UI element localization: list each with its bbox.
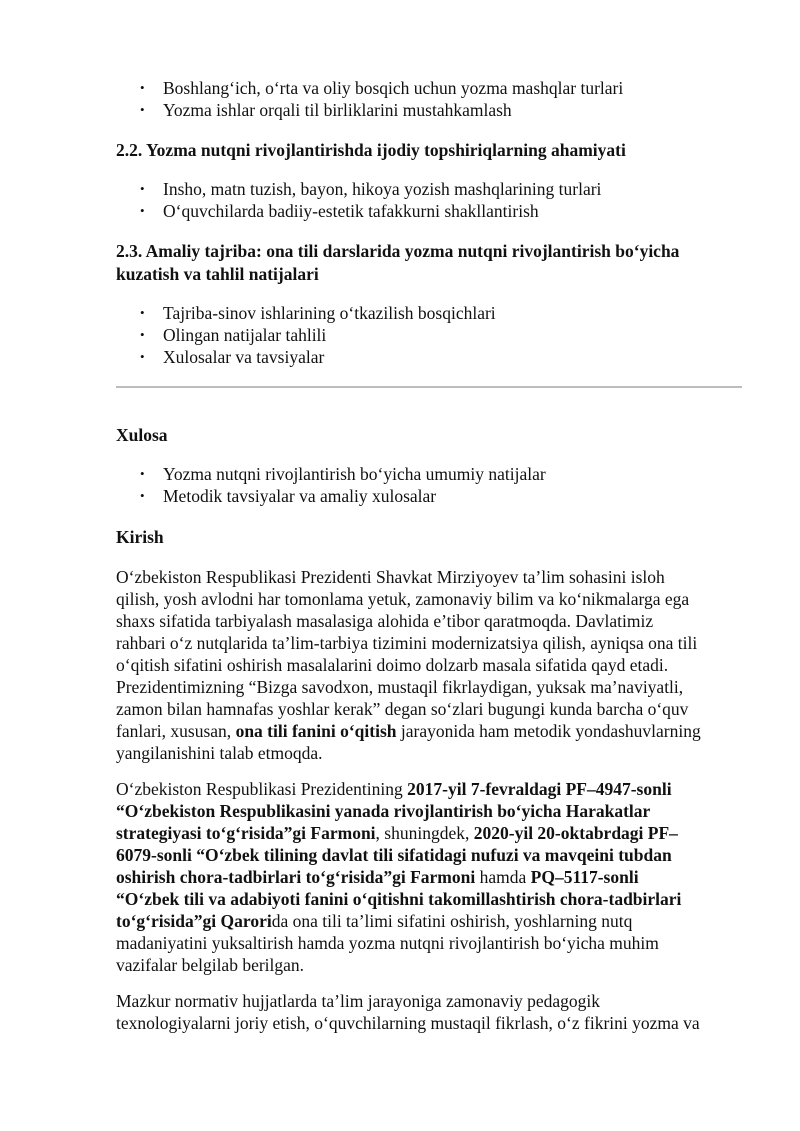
list-item: [116, 485, 746, 507]
list-item: [116, 346, 746, 368]
text-line: O‘zbekiston Respublikasi Prezidenti Shavkat Mirziyoyev ta’lim sohasini isloh: [116, 567, 665, 587]
text-line: [116, 866, 746, 888]
list-section-2-2: [116, 178, 746, 222]
bold-span: oshirish chora-tadbirlari to‘g‘risida”gi Farmoni: [116, 867, 476, 887]
text-line: rahbari o‘z nutqlarida ta’lim-tarbiya tizimini modernizatsiya qilish, ayniqsa ona tili: [116, 633, 698, 653]
section-heading-2-3: [116, 240, 746, 286]
text-span: jarayonida ham metodik yondashuvlarning: [396, 721, 701, 741]
list-item: [116, 99, 746, 121]
heading-line: 2.3. Amaliy tajriba: ona tili darslarida yozma nutqni rivojlantirish bo‘yicha: [116, 241, 680, 261]
text-line: shaxs sifatida tarbiyalash masalasiga alohida e’tibor qaratmoqda. Davlatimiz: [116, 611, 654, 631]
horizontal-divider: [116, 386, 742, 388]
text-span: , shuningdek,: [375, 823, 474, 843]
text-line: [116, 822, 746, 844]
bold-span: 2020-yil 20-oktabrdagi PF–: [473, 823, 678, 843]
list-item: [116, 324, 746, 346]
bold-span: PQ–5117-sonli: [530, 867, 639, 887]
bold-span: “O‘zbekiston Respublikasini yanada rivojlantirish bo‘yicha Harakatlar: [116, 801, 651, 821]
text-span: da ona tili ta’limi sifatini oshirish, yoshlarning nutq: [271, 911, 633, 931]
list-item-text: Yozma ishlar orqali til birliklarini mustahkamlash: [163, 100, 512, 120]
text-line: [116, 910, 746, 932]
text-line: Prezidentimizning “Bizga savodxon, mustaqil fikrlaydigan, yuksak ma’naviyatli,: [116, 677, 684, 697]
text-span: O‘zbekiston Respublikasi Prezidentining: [116, 779, 408, 799]
text-line: madaniyatini yuksaltirish hamda yozma nutqni rivojlantirish bo‘yicha muhim: [116, 933, 659, 953]
bold-span: ona tili fanini o‘qitish: [235, 721, 397, 741]
text-line: o‘qitish sifatini oshirish masalalarini doimo dolzarb masala sifatida qayd etadi.: [116, 655, 669, 675]
section-heading-2-2: 2.2. Yozma nutqni rivojlantirishda ijodiy topshiriqlarning ahamiyati: [116, 140, 626, 160]
list-item: [116, 77, 746, 99]
text-line: [116, 888, 746, 910]
bold-span: 2017-yil 7-fevraldagi PF–4947-sonli: [407, 779, 672, 799]
bold-span: 6079-sonli “O‘zbek tilining davlat tili sifatidagi nufuzi va mavqeini tubdan: [116, 845, 672, 865]
paragraph-kirish-2: [116, 778, 746, 976]
list-item-text: Boshlang‘ich, o‘rta va oliy bosqich uchun yozma mashqlar turlari: [163, 78, 624, 98]
list-item-text: Xulosalar va tavsiyalar: [163, 347, 325, 367]
list-item-text: O‘quvchilarda badiiy-estetik tafakkurni shakllantirish: [163, 201, 539, 221]
list-writing-exercises: [116, 77, 746, 121]
section-heading-xulosa: Xulosa: [116, 425, 168, 445]
text-line: [116, 778, 746, 800]
list-item-text: Tajriba-sinov ishlarining o‘tkazilish bosqichlari: [163, 303, 496, 323]
list-xulosa: [116, 463, 746, 507]
list-item-text: Insho, matn tuzish, bayon, hikoya yozish mashqlarining turlari: [163, 179, 602, 199]
text-line: [116, 800, 746, 822]
text-line: yangilanishini talab etmoqda.: [116, 743, 323, 763]
list-item: [116, 200, 746, 222]
heading-line: kuzatish va tahlil natijalari: [116, 264, 319, 284]
text-line: qilish, yosh avlodni har tomonlama yetuk, zamonaviy bilim va ko‘nikmalarga ega: [116, 589, 690, 609]
list-item: [116, 178, 746, 200]
text-line: Mazkur normativ hujjatlarda ta’lim jarayoniga zamonaviy pedagogik: [116, 991, 601, 1011]
text-line: vazifalar belgilab berilgan.: [116, 955, 305, 975]
section-heading-kirish: Kirish: [116, 527, 164, 547]
text-line: zamon bilan hamnafas yoshlar kerak” degan so‘zlari bugungi kunda barcha o‘quv: [116, 699, 689, 719]
bold-span: strategiyasi to‘g‘risida”gi Farmoni: [116, 823, 376, 843]
text-span: hamda: [475, 867, 531, 887]
bold-span: “O‘zbek tili va adabiyoti fanini o‘qitishni takomillashtirish chora-tadbirlari: [116, 889, 682, 909]
text-span: fanlari, xususan,: [116, 721, 236, 741]
text-line: [116, 720, 746, 742]
text-line: texnologiyalarni joriy etish, o‘quvchilarning mustaqil fikrlash, o‘z fikrini yozma va: [116, 1013, 700, 1033]
text-line: [116, 844, 746, 866]
list-section-2-3: [116, 302, 746, 368]
list-item-text: Metodik tavsiyalar va amaliy xulosalar: [163, 486, 437, 506]
paragraph-kirish-3: [116, 990, 746, 1034]
paragraph-kirish-1: [116, 566, 746, 764]
list-item: [116, 463, 746, 485]
list-item: [116, 302, 746, 324]
bold-span: to‘g‘risida”gi Qarori: [116, 911, 272, 931]
list-item-text: Yozma nutqni rivojlantirish bo‘yicha umumiy natijalar: [163, 464, 546, 484]
list-item-text: Olingan natijalar tahlili: [163, 325, 327, 345]
